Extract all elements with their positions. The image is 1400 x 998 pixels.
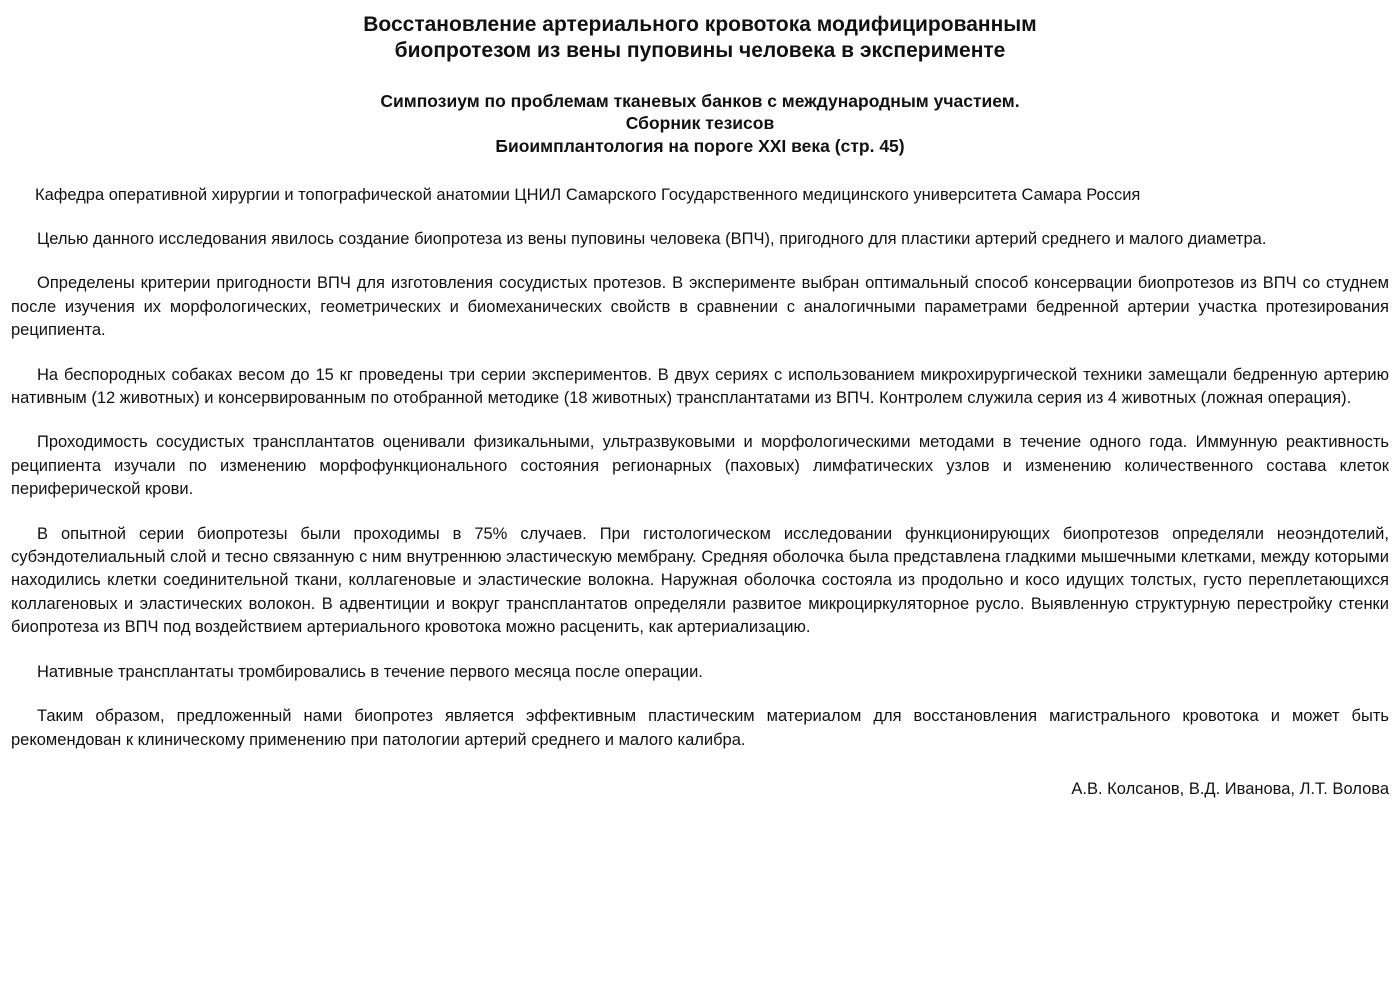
paragraph-experiments: На беспородных собаках весом до 15 кг проведены три серии экспериментов. В двух сериях с использованием микрохирургической техники замещали бедренную артерию нативным (12 животных) и консервированным по отобранной методике (18 животных) трансплантатами из ВПЧ. Контролем служила серия из 4 животных (ложная операция).	[11, 365, 1389, 407]
document-subtitle	[11, 90, 1389, 157]
paragraph-conclusion: Таким образом, предложенный нами биопротез является эффективным пластическим материалом для восстановления магистрального кровотока и может быть рекомендован к клиническому применению при патологии артерий среднего и малого калибра.	[11, 707, 1389, 749]
paragraph-native-grafts: Нативные трансплантаты тромбировались в течение первого месяца после операции.	[37, 662, 703, 681]
document-title-line-1: Восстановление артериального кровотока модифицированным	[363, 13, 1037, 36]
subtitle-collection: Сборник тезисов	[625, 113, 775, 134]
affiliation-line: Кафедра оперативной хирургии и топографической анатомии ЦНИЛ Самарского Государственного медицинского университета Самара Россия	[35, 185, 1141, 204]
document-title-line-2: биопротезом из вены пуповины человека в эксперименте	[394, 39, 1006, 63]
subtitle-symposium: Симпозиум по проблемам тканевых банков с международным участием.	[380, 91, 1020, 112]
document-title	[11, 12, 1389, 64]
paragraph-criteria: Определены критерии пригодности ВПЧ для изготовления сосудистых протезов. В эксперименте выбран оптимальный способ консервации биопротезов из ВПЧ со студнем после изучения их морфологических, геометрических и биомеханических свойств в сравнении с аналогичными параметрами бедренной артерии участка протезирования реципиента.	[11, 274, 1389, 340]
paragraph-aim: Целью данного исследования явилось создание биопротеза из вены пуповины человека (ВПЧ), пригодного для пластики артерий среднего и малого диаметра.	[37, 229, 1267, 248]
authors-line: А.В. Колсанов, В.Д. Иванова, Л.Т. Волова	[1071, 779, 1389, 798]
paragraph-methods: Проходимость сосудистых трансплантатов оценивали физикальными, ультразвуковыми и морфологическими методами в течение одного года. Иммунную реактивность реципиента изучали по изменению морфофункционального состояния регионарных (паховых) лимфатических узлов и изменению количественного состава клеток периферической крови.	[11, 433, 1389, 499]
subtitle-bioimplantology: Биоимплантология на пороге XXI века (стр. 45)	[495, 135, 905, 156]
paragraph-results: В опытной серии биопротезы были проходимы в 75% случаев. При гистологическом исследовании функционирующих биопротезов определяли неоэндотелий, субэндотелиальный слой и тесно связанную с ним внутреннюю эластическую мембрану. Средняя оболочка была представлена гладкими мышечными клетками, между которыми находились клетки соединительной ткани, коллагеновые и эластические волокна. Наружная оболочка состояла из продольно и косо идущих толстых, густо переплетающихся коллагеновых и эластических волокон. В адвентиции и вокруг трансплантатов определяли развитое микроциркуляторное русло. Выявленную структурную перестройку стенки биопротеза из ВПЧ под воздействием артериального кровотока можно расценить, как артериализацию.	[11, 524, 1389, 637]
